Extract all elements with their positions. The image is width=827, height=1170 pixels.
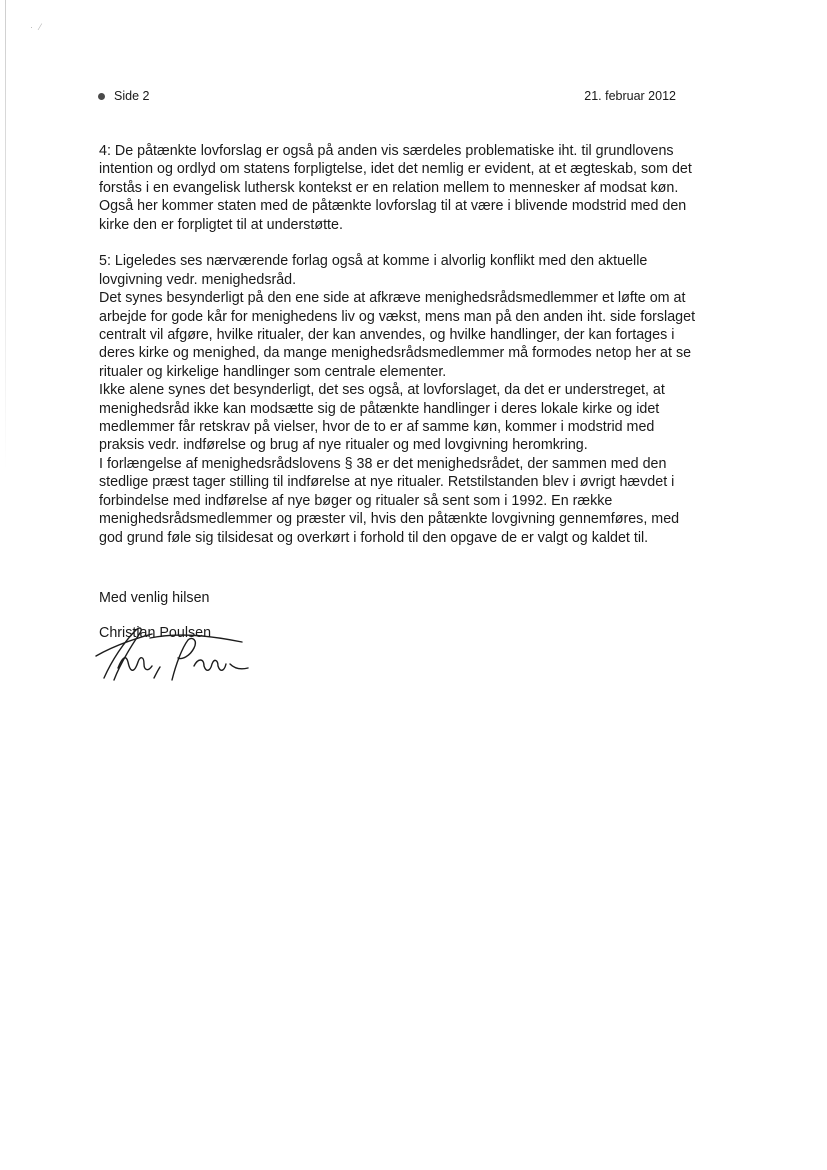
page-marker	[98, 89, 149, 103]
text-line: deres kirke og menighed, da mange menighedsrådsmedlemmer må formodes netop her at se	[99, 345, 692, 362]
text-line: Det synes besynderligt på den ene side at afkræve menighedsrådsmedlemmer et løfte om at	[99, 290, 686, 307]
text-line: god grund føle sig tilsidesat og overkørt i forhold til den opgave de er valgt og kaldet til.	[99, 529, 649, 546]
page-header	[98, 89, 676, 107]
text-line: forbindelse med indførelse af nye bøger og ritualer så sent som i 1992. En række	[99, 492, 613, 509]
text-line: 5: Ligeledes ses nærværende forlag også at komme i alvorlig konflikt med den aktuelle	[99, 253, 648, 270]
text-line: intention og ordlyd om statens forpligtelse, idet det nemlig er evident, at et ægteskab, som det	[99, 161, 692, 178]
scan-edge-mark	[5, 0, 6, 470]
scan-speck-marks: · ⁄	[30, 22, 44, 32]
letter-date: 21. februar 2012	[584, 89, 676, 103]
text-line: ritualer og kirkelige handlinger som centrale elementer.	[99, 363, 447, 380]
text-line: forstås i en evangelisk luthersk kontekst er en relation mellem to mennesker af modsat køn.	[99, 179, 679, 196]
paragraph-4	[99, 142, 749, 234]
text-line: menighedsrådsmedlemmer og præster vil, hvis den påtænkte lovgivning gennemføres, med	[99, 511, 680, 528]
bullet-dot-icon	[98, 93, 105, 100]
text-line: lovgivning vedr. menighedsråd.	[99, 271, 297, 288]
text-line: stedlige præst tager stilling til indførelse at nye ritualer. Retstilstanden blev i øvrigt hævdet i	[99, 474, 675, 491]
closing-greeting: Med venlig hilsen	[99, 590, 210, 606]
text-line: menighedsråd ikke kan modsætte sig de påtænkte handlinger i deres lokale kirke og idet	[99, 400, 660, 417]
text-line: arbejde for gode kår for menighedens liv og vækst, mens man på den anden iht. side forslaget	[99, 308, 696, 325]
text-line: I forlængelse af menighedsrådslovens § 38 er det menighedsrådet, der sammen med den	[99, 455, 667, 472]
text-line: kirke den er forpligtet til at understøtte.	[99, 216, 343, 233]
text-line: Ikke alene synes det besynderligt, det ses også, at lovforslaget, da det er understreget, at	[99, 382, 665, 399]
text-line: Også her kommer staten med de påtænkte lovforslag til at være i blivende modstrid med den	[99, 198, 687, 215]
letter-body	[99, 142, 749, 547]
handwritten-signature	[90, 618, 255, 690]
text-line: 4: De påtænkte lovforslag er også på anden vis særdeles problematiske iht. til grundlovens	[99, 143, 674, 159]
page-label: Side 2	[114, 89, 150, 103]
paragraph-5	[99, 252, 749, 547]
text-line: centralt vil afgøre, hvilke ritualer, der kan anvendes, og hvilke handlinger, der kan fortages i	[99, 327, 675, 344]
signer-name: Christian Poulsen	[99, 625, 212, 641]
text-line: praksis vedr. indførelse og brug af nye ritualer og med lovgivning heromkring.	[99, 437, 588, 454]
text-line: medlemmer får retskrav på vielser, hvor de to er af samme køn, kommer i modstrid med	[99, 419, 655, 436]
